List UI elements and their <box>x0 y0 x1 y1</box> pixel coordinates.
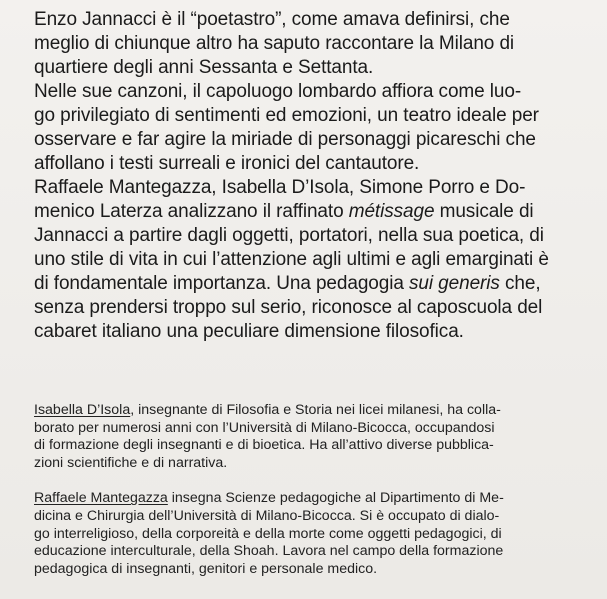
italic-term: sui generis <box>409 273 500 294</box>
blurb-text: musicale di <box>434 201 534 222</box>
author-name: Raffaele Mantegazza <box>34 490 168 507</box>
author-name: Isabella D’Isola <box>34 402 131 418</box>
author-bio-disola <box>34 402 582 472</box>
blurb-line: Raffaele Mantegazza, Isabella D’Isola, Simone Porro e Do- <box>34 177 526 198</box>
blurb-line: Nelle sue canzoni, il capoluogo lombardo affiora come luo- <box>34 81 522 102</box>
bio-line <box>34 490 582 508</box>
author-bios <box>34 402 582 596</box>
blurb-line: Enzo Jannacci è il “poetastro”, come amava definirsi, che <box>34 9 510 30</box>
bio-line <box>34 402 582 420</box>
bio-line: pedagogica di insegnanti, genitori e personale medico. <box>34 560 378 577</box>
blurb-line: affollano i testi surreali e ironici del cantautore. <box>34 153 420 174</box>
bio-line: borato per numerosi anni con l’Università di Milano-Bicocca, occupandosi <box>34 419 495 436</box>
blurb-line: quartiere degli anni Sessanta e Settanta. <box>34 57 374 78</box>
bio-line: go interreligioso, della corporeità e della morte come oggetti pedagogici, di <box>34 525 502 542</box>
blurb-line: Jannacci a partire dagli oggetti, portatori, nella sua poetica, di <box>34 225 544 246</box>
bio-text: , insegnante di Filosofia e Storia nei licei milanesi, ha colla- <box>130 402 501 418</box>
bio-line: educazione interculturale, della Shoah. Lavora nel campo della formazione <box>34 543 504 560</box>
bio-line: dicina e Chirurgia dell’Università di Milano-Bicocca. Si è occupato di dialo- <box>34 507 500 524</box>
blurb-text: menico Laterza analizzano il raffinato <box>34 201 349 222</box>
book-blurb <box>34 8 582 344</box>
blurb-line: uno stile di vita in cui l’attenzione agli ultimi e agli emarginati è <box>34 249 549 270</box>
italic-term: métissage <box>348 201 435 222</box>
blurb-line: meglio di chiunque altro ha saputo raccontare la Milano di <box>34 33 515 54</box>
blurb-line <box>34 200 582 224</box>
blurb-line <box>34 272 582 296</box>
author-bio-mantegazza <box>34 490 582 578</box>
bio-line: zioni scientifiche e di narrativa. <box>34 454 228 471</box>
bio-text: insegna Scienze pedagogiche al Dipartimento di Me- <box>167 490 504 507</box>
blurb-text: di fondamentale importanza. Una pedagogia <box>34 273 410 294</box>
blurb-line: osservare e far agire la miriade di personaggi picareschi che <box>34 129 536 150</box>
blurb-text: che, <box>499 273 541 294</box>
blurb-line: senza prendersi troppo sul serio, riconosce al caposcuola del <box>34 297 543 318</box>
bio-line: di formazione degli insegnanti e di bioetica. Ha all’attivo diverse pubblica- <box>34 437 494 454</box>
blurb-line: go privilegiato di sentimenti ed emozioni, un teatro ideale per <box>34 105 539 126</box>
blurb-line: cabaret italiano una peculiare dimensione filosofica. <box>34 321 464 342</box>
